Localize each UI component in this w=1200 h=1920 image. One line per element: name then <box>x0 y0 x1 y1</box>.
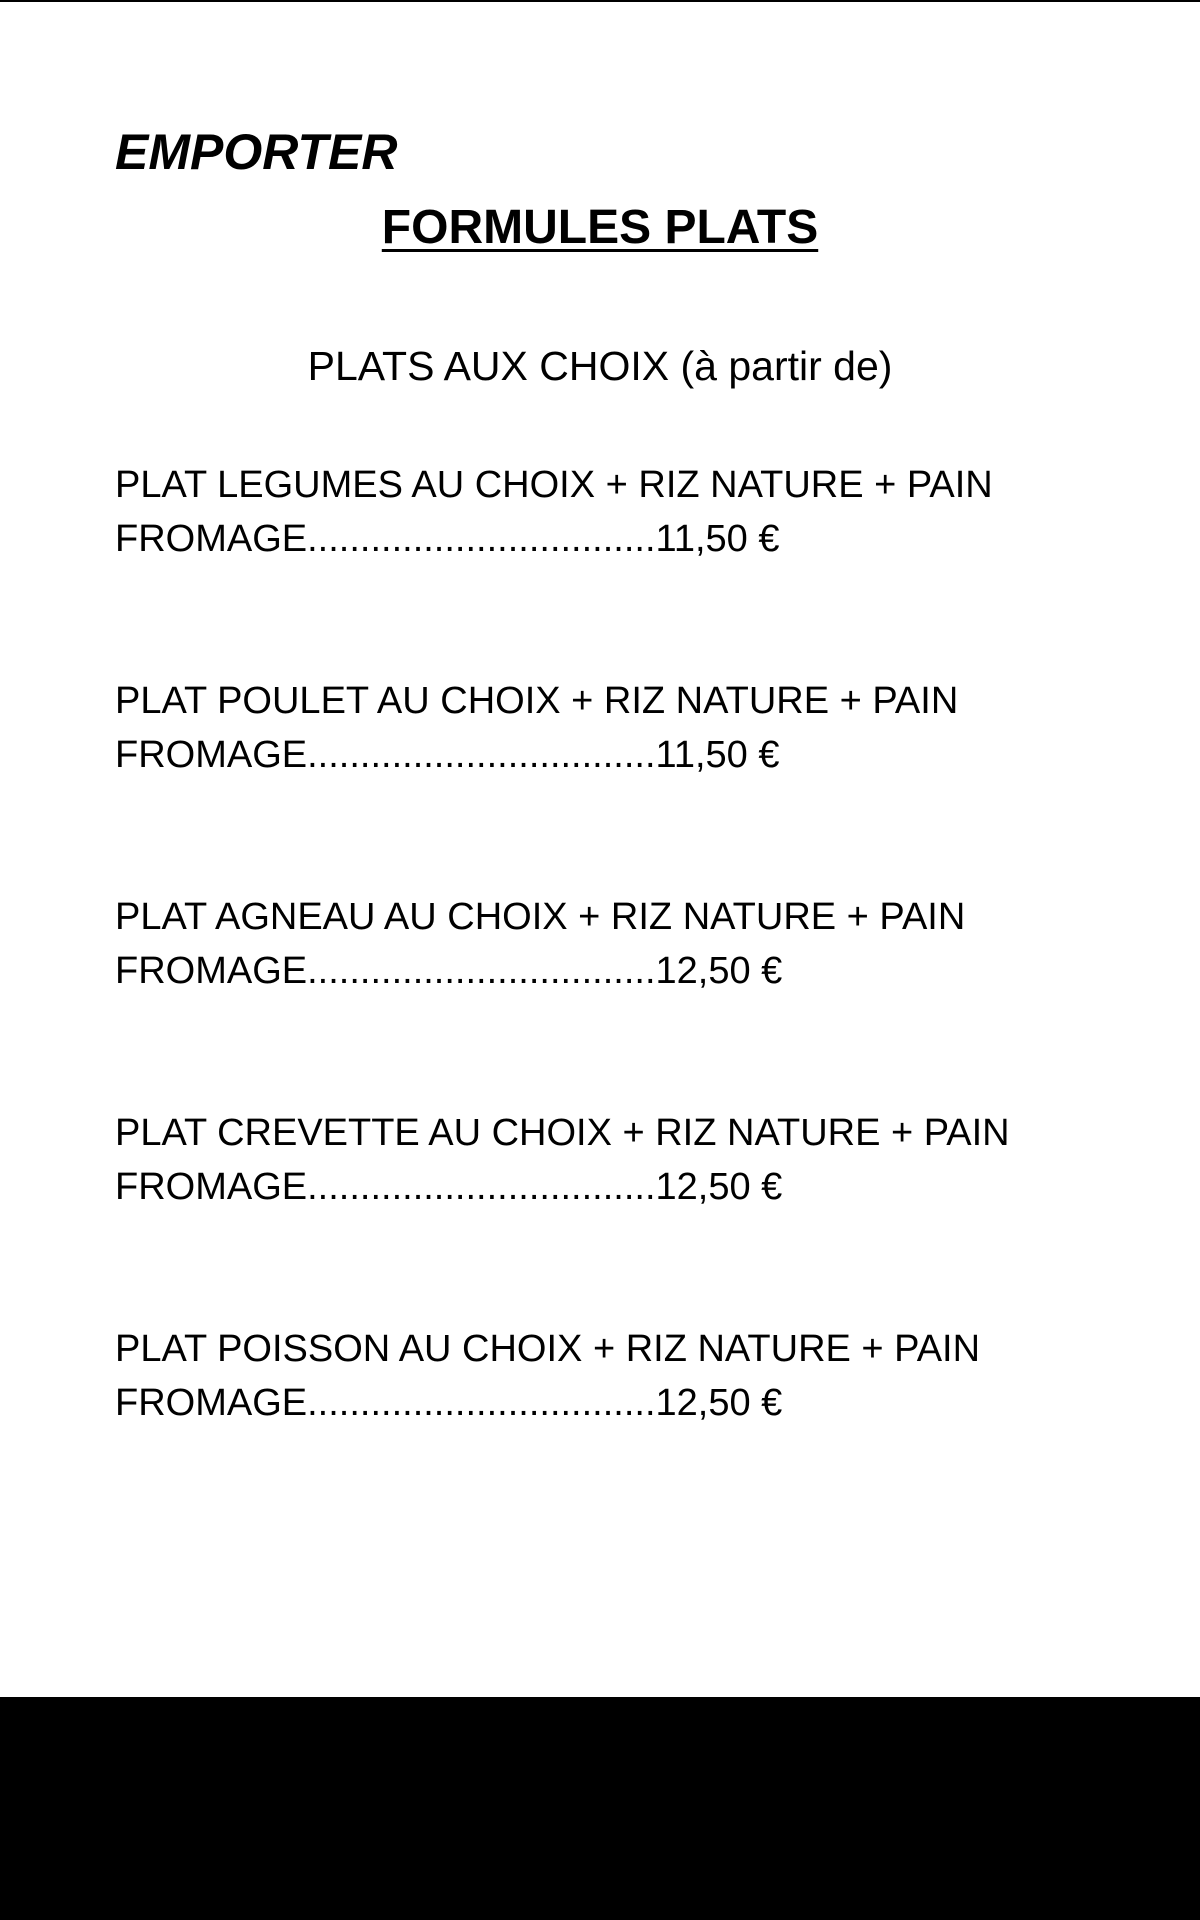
menu-item-crevette <box>115 1106 1155 1322</box>
page-title <box>0 199 1200 257</box>
menu-page <box>0 2 1200 1697</box>
page-title-text: FORMULES PLATS <box>381 201 819 254</box>
menu-item-legumes <box>115 458 1155 674</box>
menu-item-price-line: FROMAGE.................................12,50 € <box>115 1382 783 1424</box>
menu-item-description: PLAT POULET AU CHOIX + RIZ NATURE + PAIN <box>115 680 959 722</box>
menu-item-price-line: FROMAGE.................................11,50 € <box>115 734 780 776</box>
menu-item-agneau <box>115 890 1155 1106</box>
menu-item-price-line: FROMAGE.................................12,50 € <box>115 1166 783 1208</box>
bottom-black-band <box>0 1697 1200 1920</box>
menu-item-description: PLAT LEGUMES AU CHOIX + RIZ NATURE + PAIN <box>115 464 993 506</box>
menu-item-description: PLAT CREVETTE AU CHOIX + RIZ NATURE + PAIN <box>115 1112 1010 1154</box>
takeaway-heading: EMPORTER <box>115 124 398 180</box>
page-subtitle: PLATS AUX CHOIX (à partir de) <box>307 343 893 389</box>
menu-item-poulet <box>115 674 1155 890</box>
menu-item-description: PLAT POISSON AU CHOIX + RIZ NATURE + PAIN <box>115 1328 981 1370</box>
menu-item-price-line: FROMAGE.................................11,50 € <box>115 518 780 560</box>
menu-item-price-line: FROMAGE.................................12,50 € <box>115 950 783 992</box>
menu-list <box>115 458 1155 1538</box>
menu-item-poisson <box>115 1322 1155 1538</box>
menu-item-description: PLAT AGNEAU AU CHOIX + RIZ NATURE + PAIN <box>115 896 966 938</box>
